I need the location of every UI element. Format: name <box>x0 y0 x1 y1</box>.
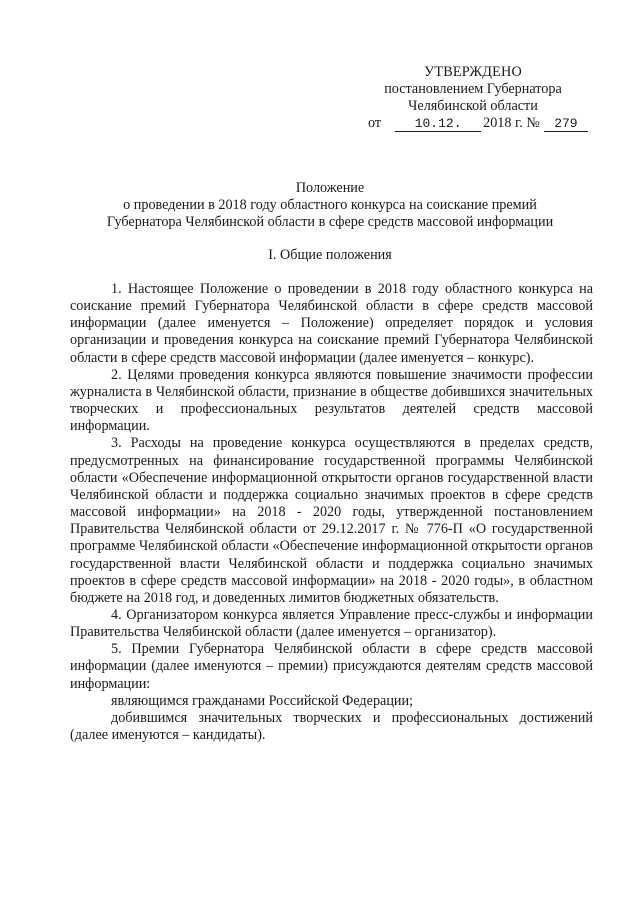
document-heading <box>70 180 590 231</box>
heading-subtitle-2: Губернатора Челябинской области в сфере средств массовой информации <box>106 214 554 230</box>
approval-line-2: Челябинской области <box>408 98 538 114</box>
approval-stamp <box>368 64 578 132</box>
approval-date-line <box>368 115 578 132</box>
document-body <box>70 281 593 744</box>
paragraph-6: являющимся гражданами Российской Федерации; <box>111 692 414 709</box>
date-year: 2018 г. № <box>483 115 540 131</box>
paragraph-7: добившимся значительных творческих и профессиональных достижений (далее именуются – кандидаты). <box>70 709 593 744</box>
approval-line-1: постановлением Губернатора <box>384 81 562 97</box>
heading-title: Положение <box>295 180 365 196</box>
date-prefix: от <box>368 115 382 131</box>
paragraph-1: 1. Настоящее Положение о проведении в 2018 году областного конкурса на соискание премий Губернатора Челябинской области в сфере средств массовой информации (далее именуется – Положение) определяет порядок и условия организации и проведения конкурса на соискание премий Губернатора Челябинской области в сфере средств массовой информации (далее именуется – конкурс). <box>70 281 593 366</box>
section-title: I. Общие положения <box>268 247 392 263</box>
heading-subtitle-1: о проведении в 2018 году областного конкурса на соискание премий <box>123 197 537 213</box>
paragraph-4: 4. Организатором конкурса является Управление пресс-службы и информации Правительства Челябинской области (далее именуется – организатор). <box>70 606 593 641</box>
paragraph-2: 2. Целями проведения конкурса являются повышение значимости профессии журналиста в Челябинской области, признание в обществе добившихся значительных творческих и профессиональных результатов деятелей средств массовой информации. <box>70 366 593 435</box>
paragraph-5: 5. Премии Губернатора Челябинской области в сфере средств массовой информации (далее именуются – премии) присуждаются деятелям средств массовой информации: <box>70 641 593 692</box>
paragraph-3: 3. Расходы на проведение конкурса осуществляются в пределах средств, предусмотренных на финансирование государственной программы Челябинской области «Обеспечение информационной открытости органов государственной власти Челябинской области и поддержка социально значимых проектов в сфере средств массовой информации» на 2018 - 2020 годы, утвержденной постановлением Правительства Челябинской области от 29.12.2017 г. № 776-П «О государственной программе Челябинской области «Обеспечение информационной открытости органов государственной власти Челябинской области и поддержка социально значимых проектов в сфере средств массовой информации» на 2018 - 2020 годы», в областном бюджете на 2018 год, и доведенных лимитов бюджетных обязательств. <box>70 435 593 606</box>
date-value: 10.12. <box>395 117 481 132</box>
decree-number: 279 <box>544 117 588 132</box>
approval-title: УТВЕРЖДЕНО <box>424 64 522 80</box>
